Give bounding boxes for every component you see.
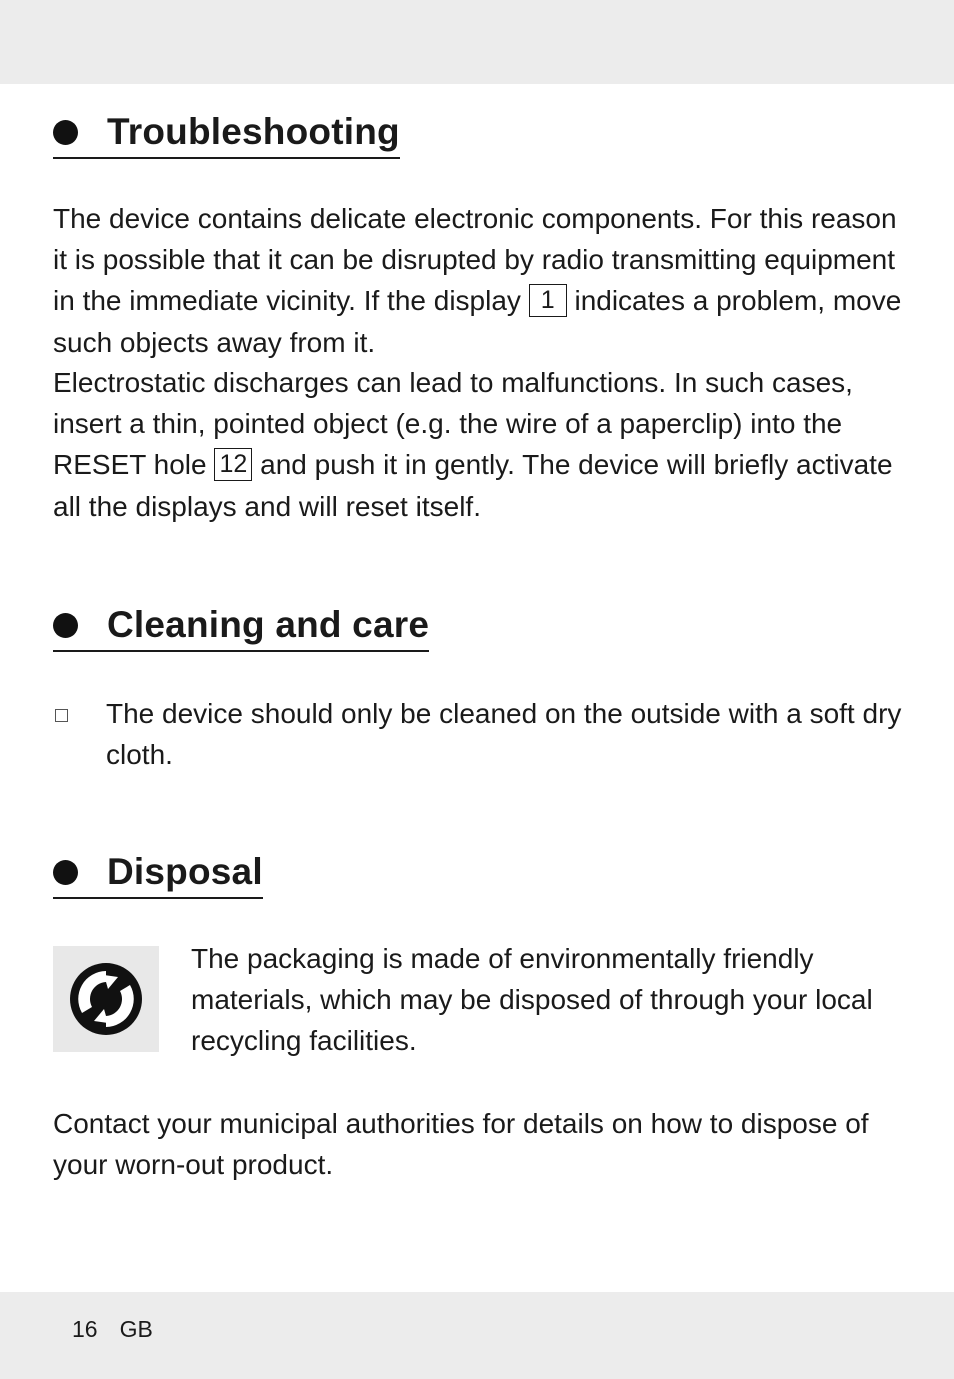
reset-hole-reference-12: 12: [214, 448, 252, 481]
page-number: 16: [72, 1316, 98, 1342]
bullet-icon: [53, 120, 78, 145]
top-band: [0, 0, 954, 84]
troubleshooting-title: Troubleshooting: [107, 111, 400, 152]
bullet-icon: [53, 613, 78, 638]
troubleshooting-paragraph-2: Electrostatic discharges can lead to malfunctions. In such cases, insert a thin, pointed object (e.g. the wire of a paperclip) into the RESET hole 12 and push it in gently. The device will briefly activate all the displays and will reset itself.: [53, 367, 893, 522]
cleaning-title: Cleaning and care: [107, 604, 430, 645]
green-dot-recycling-icon: [53, 946, 159, 1052]
disposal-title: Disposal: [107, 851, 263, 892]
cleaning-item-text: The device should only be cleaned on the outside with a soft dry cloth.: [106, 698, 902, 771]
packaging-text: The packaging is made of environmentally friendly materials, which may be disposed of through your local recycling facilities.: [191, 943, 873, 1057]
troubleshooting-paragraph-1: The device contains delicate electronic components. For this reason it is possible that it can be disrupted by radio transmitting equipment in the immediate vicinity. If the display 1 indicates a problem, move such objects away from it.: [53, 203, 902, 358]
disposal-heading: [53, 850, 263, 899]
bullet-icon: [53, 860, 78, 885]
cleaning-heading: [53, 603, 429, 652]
language-code: GB: [119, 1316, 153, 1342]
checkbox-bullet-icon: [55, 709, 68, 722]
troubleshooting-heading: [53, 110, 400, 159]
contact-text: Contact your municipal authorities for details on how to dispose of your worn-out product.: [53, 1108, 869, 1181]
display-reference-1: 1: [529, 284, 567, 317]
page-footer: [72, 1316, 153, 1343]
